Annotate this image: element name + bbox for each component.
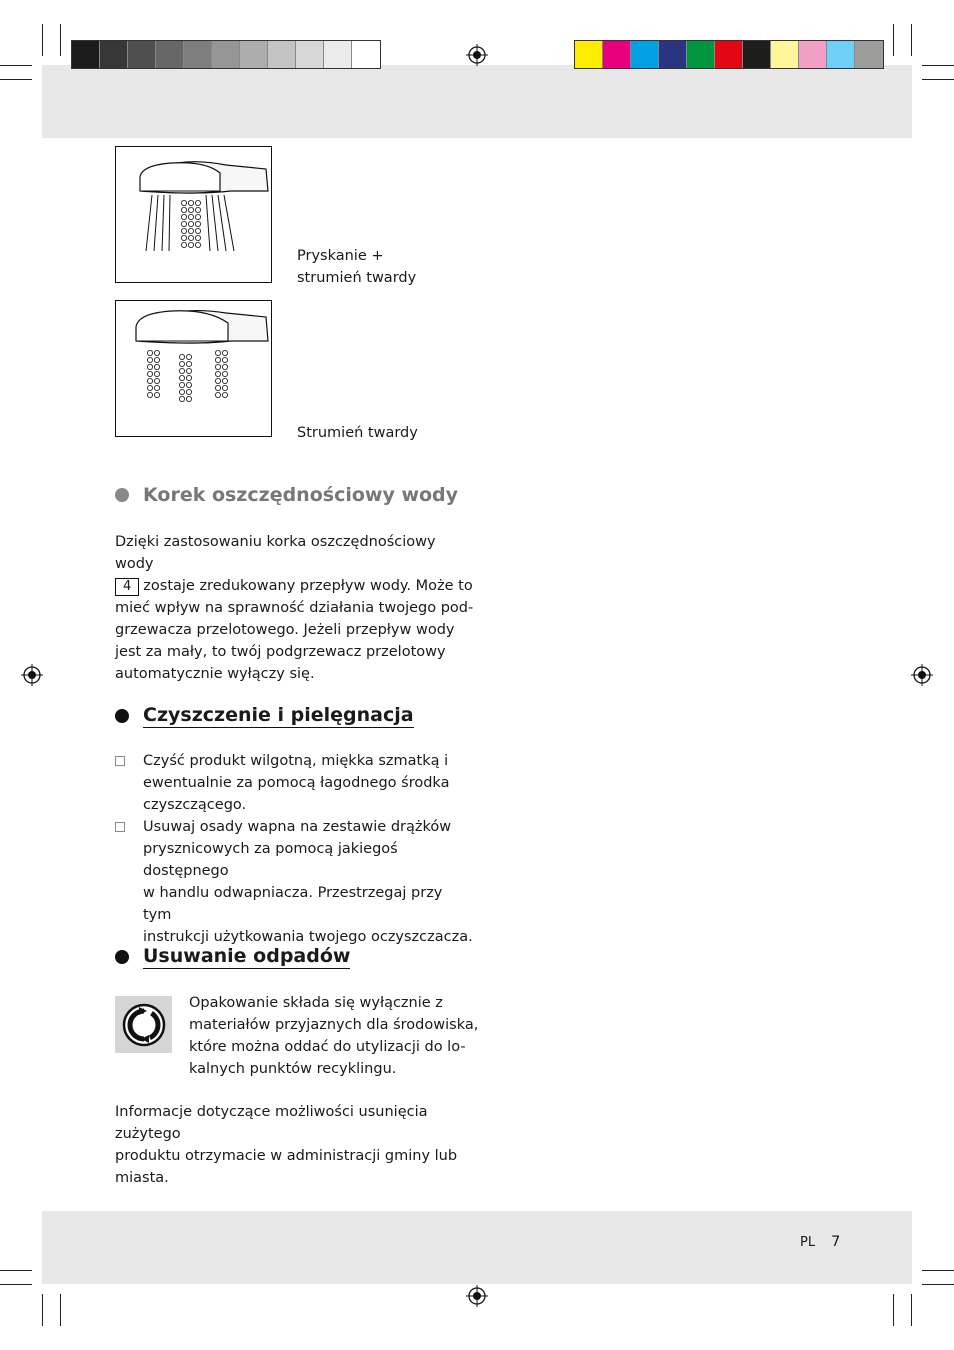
page-footer [800, 1234, 840, 1250]
color-swatch [687, 41, 715, 68]
list-item-line: czyszczącego. [143, 797, 247, 813]
crop-mark [911, 1294, 912, 1326]
crop-mark [42, 1294, 43, 1326]
color-swatch [659, 41, 687, 68]
registration-mark-icon [466, 1285, 488, 1307]
language-code: PL [800, 1234, 816, 1250]
part-number-badge: 4 [115, 578, 139, 596]
bullet-dot-icon [115, 709, 129, 723]
registration-mark-icon [21, 664, 43, 686]
section-heading-disposal [115, 945, 350, 969]
crop-mark [922, 1284, 954, 1285]
color-swatch [575, 41, 603, 68]
gray-swatch [100, 41, 128, 68]
paragraph-line: mieć wpływ na sprawność działania twojego pod- [115, 600, 474, 616]
paragraph-line: automatycznie wyłączy się. [115, 666, 315, 682]
crop-mark [42, 24, 43, 56]
figure-2-caption [297, 422, 418, 444]
paragraph-line: kalnych punktów recyklingu. [189, 1061, 397, 1077]
gray-swatch [156, 41, 184, 68]
crop-mark [60, 1294, 61, 1326]
color-swatch [715, 41, 743, 68]
crop-mark [922, 1270, 954, 1271]
paragraph-line: Informacje dotyczące możliwości usunięcia zużytego [115, 1104, 428, 1142]
checkbox-square-icon [115, 822, 125, 832]
crop-mark [922, 79, 954, 80]
color-swatch [603, 41, 631, 68]
heading-text: Czyszczenie i pielęgnacja [143, 704, 414, 726]
crop-mark [0, 65, 32, 66]
paragraph-line: jest za mały, to twój podgrzewacz przelotowy [115, 644, 446, 660]
gray-swatch [212, 41, 240, 68]
color-swatch [799, 41, 827, 68]
section-heading-cleaning [115, 704, 414, 728]
header-band [42, 65, 912, 138]
list-item-line: prysznicowych za pomocą jakiegoś dostępnego [143, 841, 398, 879]
shower-spray-hard-jet-illustration [115, 146, 272, 283]
paragraph-line: Dzięki zastosowaniu korka oszczędnościowy wody [115, 534, 436, 572]
bullet-dot-icon [115, 488, 129, 502]
crop-mark [893, 1294, 894, 1326]
gray-swatch [324, 41, 352, 68]
color-swatch [631, 41, 659, 68]
shower-hard-jet-illustration [115, 300, 272, 437]
crop-mark [0, 1270, 32, 1271]
crop-mark [0, 1284, 32, 1285]
list-item [115, 750, 475, 816]
gray-swatch [184, 41, 212, 68]
list-item-line: ewentualnie za pomocą łagodnego środka [143, 775, 450, 791]
caption-line: strumień twardy [297, 270, 417, 286]
gray-swatch [128, 41, 156, 68]
gray-swatch [268, 41, 296, 68]
checkbox-square-icon [115, 756, 125, 766]
bullet-dot-icon [115, 950, 129, 964]
paragraph-line: produktu otrzymacie w administracji gminy lub miasta. [115, 1148, 458, 1186]
color-swatch [827, 41, 855, 68]
color-swatch [771, 41, 799, 68]
registration-mark-icon [911, 664, 933, 686]
figure-1-caption [297, 245, 416, 289]
paragraph-line-text: zostaje zredukowany przepływ wody. Może to [143, 578, 473, 594]
heading-text: Korek oszczędnościowy wody [143, 484, 459, 506]
grayscale-color-bar [71, 40, 381, 69]
packaging-paragraph [189, 992, 479, 1080]
crop-mark [893, 24, 894, 56]
list-item-line: w handlu odwapniacza. Przestrzegaj przy tym [143, 885, 443, 923]
color-swatch [855, 41, 883, 68]
list-item-line: instrukcji użytkowania twojego oczyszczacza. [143, 929, 473, 945]
page-number: 7 [831, 1234, 841, 1250]
process-color-bar [574, 40, 884, 69]
list-item-line: Czyść produkt wilgotną, miękka szmatką i [143, 753, 449, 769]
registration-mark-icon [466, 44, 488, 66]
crop-mark [0, 79, 32, 80]
paragraph-line [115, 575, 475, 597]
paragraph-line: grzewacza przelotowego. Jeżeli przepływ wody [115, 622, 455, 638]
gray-swatch [240, 41, 268, 68]
gray-swatch [72, 41, 100, 68]
footer-band [42, 1211, 912, 1284]
paragraph-line: materiałów przyjaznych dla środowiska, [189, 1017, 479, 1033]
gray-swatch [296, 41, 324, 68]
cleaning-list [115, 750, 475, 948]
color-swatch [743, 41, 771, 68]
green-dot-recycling-icon [122, 1003, 166, 1047]
gray-swatch [352, 41, 380, 68]
heading-text: Usuwanie odpadów [143, 945, 351, 967]
list-item-line: Usuwaj osady wapna na zestawie drążków [143, 819, 452, 835]
crop-mark [60, 24, 61, 56]
water-saver-paragraph [115, 531, 475, 685]
crop-mark [922, 65, 954, 66]
paragraph-line: Opakowanie składa się wyłącznie z [189, 995, 443, 1011]
disposal-info-paragraph [115, 1101, 495, 1189]
crop-mark [911, 24, 912, 56]
list-item [115, 816, 475, 948]
caption-line: Strumień twardy [297, 425, 418, 441]
section-heading-water-saver [115, 484, 458, 506]
recycling-symbol [115, 996, 172, 1053]
paragraph-line: które można oddać do utylizacji do lo- [189, 1039, 466, 1055]
caption-line: Pryskanie + [297, 248, 384, 264]
